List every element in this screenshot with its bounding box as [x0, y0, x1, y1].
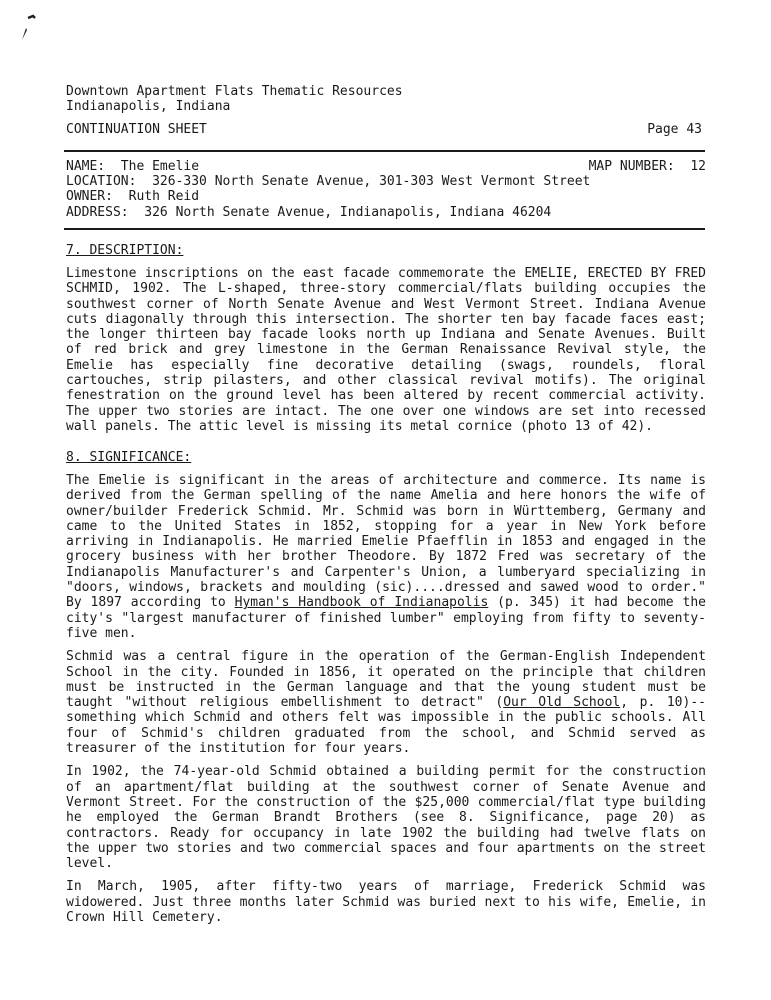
divider-bottom — [64, 228, 705, 230]
header-title-line-2: Indianapolis, Indiana — [66, 99, 231, 115]
description-section — [66, 243, 706, 434]
page-number: Page 43 — [647, 122, 702, 137]
p2-text-b: , p. 10)--something which Schmid and others felt was impossible in the public schools. All four of Schmid's children graduated from the school, and Schmid served as treasurer of the institution for four years. — [66, 695, 706, 757]
significance-paragraph-3: In 1902, the 74-year-old Schmid obtained a building permit for the construction of an apartment/flat building at the southwest corner of Senate Avenue and Vermont Street. For the construction of the $25,000 commercial/flat type building he employed the German Brandt Brothers (see 8. Significance, page 20) as contractors. Ready for occupancy in late 1902 the building had twelve flats on the upper two stories and two commercial spaces and four apartments on the street level. — [66, 764, 706, 872]
significance-heading: 8. SIGNIFICANCE: — [66, 450, 192, 465]
pen-mark-icon — [16, 12, 46, 42]
description-paragraph: Limestone inscriptions on the east facade commemorate the EMELIE, ERECTED BY FRED SCHMID, 1902. The L-shaped, three-story commercial/flats building occupies the southwest corner of North Senate Avenue and West Vermont Street. Indiana Avenue cuts diagonally through this intersection. The shorter ten bay facade faces east; the longer thirteen bay facade looks north up Indiana and Senate Avenues. Built of red brick and grey limestone in the German Renaissance Revival style, the Emelie has especially fine decorative detailing (swags, roundels, floral cartouches, strip pilasters, and other classical revival motifs). The original fenestration on the ground level has been altered by recent commercial activity. The upper two stories are intact. The one over one windows are set into recessed wall panels. The attic level is missing its metal cornice (photo 13 of 42). — [66, 266, 706, 434]
map-number: MAP NUMBER: 12 — [588, 159, 706, 174]
significance-paragraph-2 — [66, 649, 706, 756]
record-info — [66, 159, 706, 220]
record-location: LOCATION: 326-330 North Senate Avenue, 301-303 West Vermont Street — [66, 174, 591, 190]
p2-text-a: Schmid was a central figure in the operation of the German-English Independent School in the city. Founded in 1856, it operated on the principle that children must be instructed in the German language and that the young student must be taught "without religious embellishment to detract" ( — [66, 649, 706, 711]
divider-top — [64, 150, 705, 152]
header-title-line-1: Downtown Apartment Flats Thematic Resources — [66, 84, 403, 99]
significance-section — [66, 450, 706, 925]
document-header — [66, 84, 706, 114]
reference-our-old-school: Our Old School — [503, 695, 621, 711]
record-address: ADDRESS: 326 North Senate Avenue, Indianapolis, Indiana 46204 — [66, 204, 552, 220]
sheet-label-row — [66, 122, 706, 137]
significance-paragraph-1 — [66, 473, 706, 641]
p1-text-a: The Emelie is significant in the areas of architecture and commerce. Its name is derived from the German spelling of the name Amelia and here honors the wife of owner/builder Frederick Schmid. Mr. Schmid was born in Württemberg, Germany and came to the United States in 1852, stopping for a year in New York before arriving in Indianapolis. He married Emelie Pfaefflin in 1853 and engaged in the grocery business with her brother Theodore. By 1872 Fred was secretary of the Indianapolis Manufacturer's and Carpenter's Union, a lumberyard specializing in "doors, windows, brackets and moulding (sic)....dressed and sawed wood to order." By 1897 according to — [66, 473, 706, 611]
record-owner: OWNER: Ruth Reid — [66, 189, 200, 205]
p1-text-b: (p. 345) it had become the city's "largest manufacturer of finished lumber" employing from fifty to seventy-five men. — [66, 595, 706, 641]
reference-hymans-handbook: Hyman's Handbook of Indianapolis — [234, 595, 489, 611]
significance-paragraph-4: In March, 1905, after fifty-two years of marriage, Frederick Schmid was widowered. Just three months later Schmid was buried next to his wife, Emelie, in Crown Hill Cemetery. — [66, 879, 706, 926]
description-heading: 7. DESCRIPTION: — [66, 243, 184, 258]
continuation-sheet-label: CONTINUATION SHEET — [66, 122, 207, 137]
record-name: NAME: The Emelie — [66, 159, 200, 174]
